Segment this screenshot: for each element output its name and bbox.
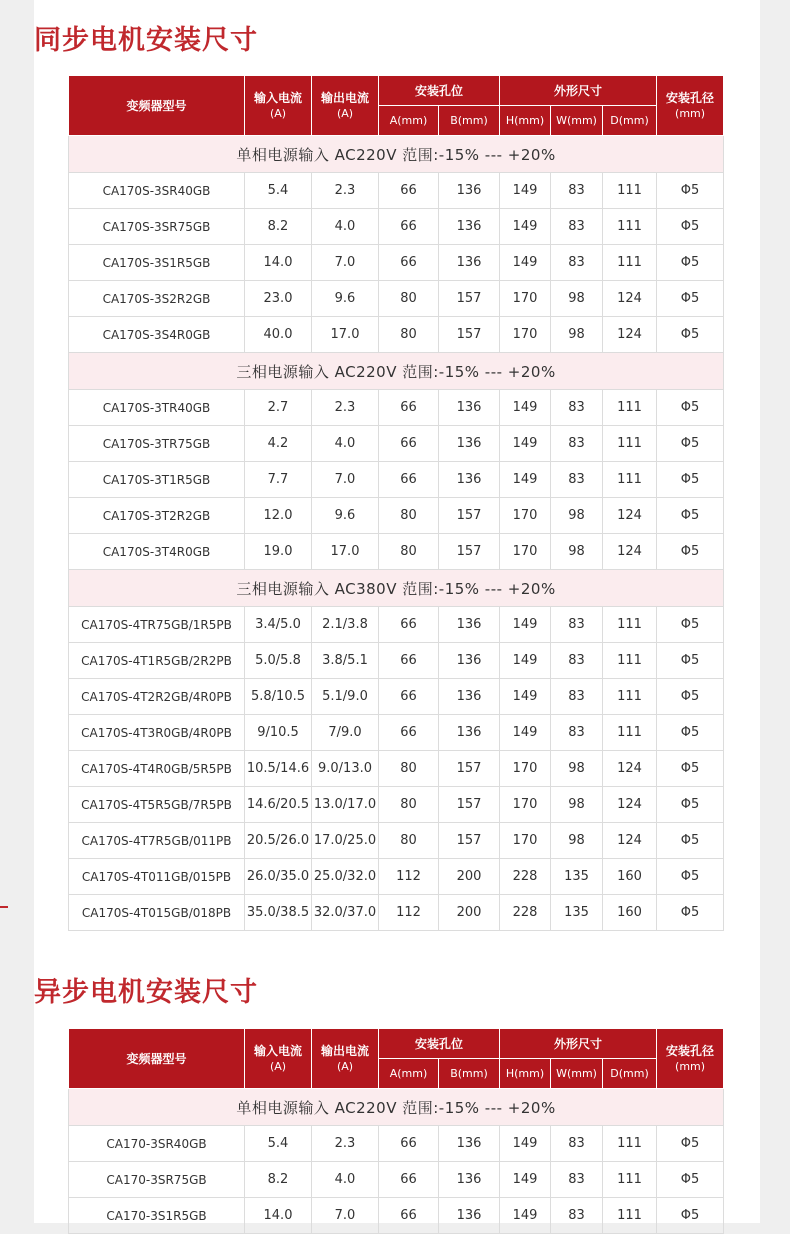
output-current-cell: 4.0	[312, 426, 379, 462]
group-header-row	[69, 1089, 724, 1126]
header-d-mm: D(mm)	[603, 1059, 657, 1089]
b-mm-cell: 136	[439, 1198, 500, 1234]
header-input-current	[245, 76, 312, 136]
d-mm-cell: 124	[603, 751, 657, 787]
header-input-current-label: 输入电流	[253, 90, 302, 105]
hole-diameter-cell: Φ5	[657, 787, 724, 823]
a-mm-cell: 66	[379, 607, 439, 643]
hole-diameter-cell: Φ5	[657, 498, 724, 534]
h-mm-cell: 149	[500, 679, 551, 715]
header-output-current-unit: (A)	[336, 106, 354, 120]
b-mm-cell: 136	[439, 426, 500, 462]
table-row	[69, 895, 724, 931]
hole-diameter-cell: Φ5	[657, 390, 724, 426]
b-mm-cell: 136	[439, 1126, 500, 1162]
input-current-cell: 12.0	[245, 498, 312, 534]
model-cell: CA170S-4T2R2GB/4R0PB	[69, 679, 245, 715]
hole-diameter-cell: Φ5	[657, 1198, 724, 1234]
w-mm-cell: 83	[551, 209, 603, 245]
input-current-cell: 19.0	[245, 534, 312, 570]
input-current-cell: 26.0/35.0	[245, 859, 312, 895]
model-cell: CA170S-3S1R5GB	[69, 245, 245, 281]
model-cell: CA170S-3S4R0GB	[69, 317, 245, 353]
model-cell: CA170S-4TR75GB/1R5PB	[69, 607, 245, 643]
d-mm-cell: 111	[603, 426, 657, 462]
w-mm-cell: 83	[551, 1162, 603, 1198]
group-header-row	[69, 136, 724, 173]
header-a-mm: A(mm)	[379, 106, 439, 136]
table-row	[69, 751, 724, 787]
header-hole-diameter-unit: (mm)	[675, 106, 706, 120]
a-mm-cell: 80	[379, 281, 439, 317]
table-row	[69, 317, 724, 353]
h-mm-cell: 149	[500, 390, 551, 426]
input-current-cell: 10.5/14.6	[245, 751, 312, 787]
output-current-cell: 17.0	[312, 534, 379, 570]
d-mm-cell: 111	[603, 1162, 657, 1198]
output-current-cell: 17.0	[312, 317, 379, 353]
a-mm-cell: 66	[379, 245, 439, 281]
input-current-cell: 14.6/20.5	[245, 787, 312, 823]
w-mm-cell: 98	[551, 317, 603, 353]
header-model: 变频器型号	[69, 1029, 245, 1089]
b-mm-cell: 200	[439, 895, 500, 931]
h-mm-cell: 170	[500, 281, 551, 317]
d-mm-cell: 124	[603, 534, 657, 570]
a-mm-cell: 80	[379, 787, 439, 823]
input-current-cell: 7.7	[245, 462, 312, 498]
d-mm-cell: 160	[603, 895, 657, 931]
model-cell: CA170S-4T7R5GB/011PB	[69, 823, 245, 859]
header-b-mm: B(mm)	[439, 1059, 500, 1089]
sync-spec-table	[68, 75, 724, 931]
w-mm-cell: 98	[551, 823, 603, 859]
w-mm-cell: 98	[551, 787, 603, 823]
async-section-title: 异步电机安装尺寸	[34, 977, 258, 1008]
w-mm-cell: 83	[551, 390, 603, 426]
model-cell: CA170S-3T4R0GB	[69, 534, 245, 570]
a-mm-cell: 112	[379, 895, 439, 931]
h-mm-cell: 170	[500, 498, 551, 534]
input-current-cell: 8.2	[245, 1162, 312, 1198]
header-w-mm: W(mm)	[551, 106, 603, 136]
a-mm-cell: 66	[379, 1126, 439, 1162]
header-mount-holes: 安装孔位	[379, 1029, 500, 1059]
w-mm-cell: 83	[551, 173, 603, 209]
hole-diameter-cell: Φ5	[657, 209, 724, 245]
a-mm-cell: 112	[379, 859, 439, 895]
header-outer-dims: 外形尺寸	[500, 1029, 657, 1059]
header-outer-dims: 外形尺寸	[500, 76, 657, 106]
w-mm-cell: 83	[551, 607, 603, 643]
input-current-cell: 14.0	[245, 1198, 312, 1234]
input-current-cell: 4.2	[245, 426, 312, 462]
input-current-cell: 20.5/26.0	[245, 823, 312, 859]
d-mm-cell: 111	[603, 679, 657, 715]
hole-diameter-cell: Φ5	[657, 679, 724, 715]
output-current-cell: 7.0	[312, 462, 379, 498]
a-mm-cell: 66	[379, 462, 439, 498]
group-header-row	[69, 570, 724, 607]
model-cell: CA170-3SR75GB	[69, 1162, 245, 1198]
b-mm-cell: 157	[439, 317, 500, 353]
a-mm-cell: 66	[379, 390, 439, 426]
h-mm-cell: 170	[500, 751, 551, 787]
input-current-cell: 5.4	[245, 173, 312, 209]
b-mm-cell: 136	[439, 643, 500, 679]
h-mm-cell: 149	[500, 245, 551, 281]
hole-diameter-cell: Φ5	[657, 462, 724, 498]
table-row	[69, 787, 724, 823]
output-current-cell: 4.0	[312, 1162, 379, 1198]
output-current-cell: 9.6	[312, 498, 379, 534]
b-mm-cell: 157	[439, 823, 500, 859]
table-row	[69, 1162, 724, 1198]
input-current-cell: 23.0	[245, 281, 312, 317]
b-mm-cell: 136	[439, 715, 500, 751]
header-b-mm: B(mm)	[439, 106, 500, 136]
table-row	[69, 426, 724, 462]
h-mm-cell: 170	[500, 823, 551, 859]
w-mm-cell: 83	[551, 462, 603, 498]
a-mm-cell: 66	[379, 209, 439, 245]
model-cell: CA170S-4T1R5GB/2R2PB	[69, 643, 245, 679]
output-current-cell: 7.0	[312, 1198, 379, 1234]
model-cell: CA170S-4T5R5GB/7R5PB	[69, 787, 245, 823]
b-mm-cell: 136	[439, 679, 500, 715]
table-row	[69, 281, 724, 317]
h-mm-cell: 149	[500, 1198, 551, 1234]
output-current-cell: 13.0/17.0	[312, 787, 379, 823]
output-current-cell: 5.1/9.0	[312, 679, 379, 715]
d-mm-cell: 124	[603, 823, 657, 859]
table-row	[69, 607, 724, 643]
hole-diameter-cell: Φ5	[657, 281, 724, 317]
table-row	[69, 462, 724, 498]
w-mm-cell: 135	[551, 859, 603, 895]
output-current-cell: 9.0/13.0	[312, 751, 379, 787]
model-cell: CA170S-3TR75GB	[69, 426, 245, 462]
a-mm-cell: 66	[379, 1198, 439, 1234]
input-current-cell: 3.4/5.0	[245, 607, 312, 643]
model-cell: CA170S-4T011GB/015PB	[69, 859, 245, 895]
header-w-mm: W(mm)	[551, 1059, 603, 1089]
output-current-cell: 2.1/3.8	[312, 607, 379, 643]
a-mm-cell: 80	[379, 751, 439, 787]
model-cell: CA170S-3SR40GB	[69, 173, 245, 209]
output-current-cell: 3.8/5.1	[312, 643, 379, 679]
model-cell: CA170S-3SR75GB	[69, 209, 245, 245]
d-mm-cell: 111	[603, 245, 657, 281]
b-mm-cell: 136	[439, 607, 500, 643]
header-output-current-unit: (A)	[336, 1059, 354, 1073]
model-cell: CA170-3SR40GB	[69, 1126, 245, 1162]
hole-diameter-cell: Φ5	[657, 245, 724, 281]
table-row	[69, 1198, 724, 1234]
h-mm-cell: 149	[500, 715, 551, 751]
group-label: 三相电源输入 AC380V 范围:-15% --- +20%	[69, 570, 724, 607]
b-mm-cell: 157	[439, 534, 500, 570]
output-current-cell: 9.6	[312, 281, 379, 317]
header-hole-diameter-label: 安装孔径	[666, 90, 715, 105]
d-mm-cell: 111	[603, 643, 657, 679]
a-mm-cell: 80	[379, 498, 439, 534]
d-mm-cell: 124	[603, 787, 657, 823]
hole-diameter-cell: Φ5	[657, 823, 724, 859]
input-current-cell: 40.0	[245, 317, 312, 353]
a-mm-cell: 80	[379, 317, 439, 353]
b-mm-cell: 136	[439, 209, 500, 245]
d-mm-cell: 111	[603, 173, 657, 209]
header-input-current-unit: (A)	[269, 1059, 287, 1073]
h-mm-cell: 149	[500, 1162, 551, 1198]
model-cell: CA170S-4T4R0GB/5R5PB	[69, 751, 245, 787]
sync-section-title: 同步电机安装尺寸	[34, 25, 258, 56]
group-label: 单相电源输入 AC220V 范围:-15% --- +20%	[69, 1089, 724, 1126]
b-mm-cell: 136	[439, 173, 500, 209]
hole-diameter-cell: Φ5	[657, 607, 724, 643]
header-h-mm: H(mm)	[500, 1059, 551, 1089]
w-mm-cell: 98	[551, 534, 603, 570]
model-cell: CA170S-4T3R0GB/4R0PB	[69, 715, 245, 751]
header-output-current	[312, 76, 379, 136]
h-mm-cell: 170	[500, 317, 551, 353]
async-table-body	[69, 1089, 724, 1234]
table-row	[69, 823, 724, 859]
header-output-current-label: 输出电流	[320, 1043, 369, 1058]
hole-diameter-cell: Φ5	[657, 1162, 724, 1198]
edge-marker	[0, 906, 8, 908]
w-mm-cell: 98	[551, 498, 603, 534]
w-mm-cell: 98	[551, 281, 603, 317]
table-row	[69, 209, 724, 245]
table-row	[69, 390, 724, 426]
async-spec-table	[68, 1028, 724, 1234]
input-current-cell: 14.0	[245, 245, 312, 281]
h-mm-cell: 170	[500, 534, 551, 570]
output-current-cell: 17.0/25.0	[312, 823, 379, 859]
b-mm-cell: 157	[439, 751, 500, 787]
table-row	[69, 498, 724, 534]
d-mm-cell: 111	[603, 1198, 657, 1234]
header-output-current	[312, 1029, 379, 1089]
input-current-cell: 5.8/10.5	[245, 679, 312, 715]
input-current-cell: 2.7	[245, 390, 312, 426]
hole-diameter-cell: Φ5	[657, 859, 724, 895]
b-mm-cell: 136	[439, 462, 500, 498]
a-mm-cell: 66	[379, 173, 439, 209]
w-mm-cell: 83	[551, 679, 603, 715]
input-current-cell: 5.0/5.8	[245, 643, 312, 679]
h-mm-cell: 149	[500, 173, 551, 209]
hole-diameter-cell: Φ5	[657, 317, 724, 353]
input-current-cell: 8.2	[245, 209, 312, 245]
output-current-cell: 25.0/32.0	[312, 859, 379, 895]
d-mm-cell: 124	[603, 317, 657, 353]
table-row	[69, 1126, 724, 1162]
d-mm-cell: 124	[603, 498, 657, 534]
input-current-cell: 9/10.5	[245, 715, 312, 751]
input-current-cell: 5.4	[245, 1126, 312, 1162]
a-mm-cell: 66	[379, 426, 439, 462]
w-mm-cell: 83	[551, 643, 603, 679]
table-row	[69, 534, 724, 570]
b-mm-cell: 136	[439, 390, 500, 426]
table-row	[69, 679, 724, 715]
h-mm-cell: 228	[500, 895, 551, 931]
table-row	[69, 245, 724, 281]
b-mm-cell: 200	[439, 859, 500, 895]
h-mm-cell: 149	[500, 462, 551, 498]
b-mm-cell: 157	[439, 787, 500, 823]
a-mm-cell: 80	[379, 823, 439, 859]
output-current-cell: 7.0	[312, 245, 379, 281]
hole-diameter-cell: Φ5	[657, 643, 724, 679]
header-a-mm: A(mm)	[379, 1059, 439, 1089]
w-mm-cell: 83	[551, 715, 603, 751]
output-current-cell: 7/9.0	[312, 715, 379, 751]
input-current-cell: 35.0/38.5	[245, 895, 312, 931]
model-cell: CA170S-3S2R2GB	[69, 281, 245, 317]
model-cell: CA170S-4T015GB/018PB	[69, 895, 245, 931]
w-mm-cell: 83	[551, 1198, 603, 1234]
h-mm-cell: 149	[500, 607, 551, 643]
hole-diameter-cell: Φ5	[657, 173, 724, 209]
output-current-cell: 2.3	[312, 173, 379, 209]
model-cell: CA170S-3TR40GB	[69, 390, 245, 426]
b-mm-cell: 157	[439, 498, 500, 534]
group-header-row	[69, 353, 724, 390]
header-model: 变频器型号	[69, 76, 245, 136]
a-mm-cell: 80	[379, 534, 439, 570]
header-hole-diameter-label: 安装孔径	[666, 1043, 715, 1058]
h-mm-cell: 228	[500, 859, 551, 895]
header-d-mm: D(mm)	[603, 106, 657, 136]
h-mm-cell: 170	[500, 787, 551, 823]
w-mm-cell: 83	[551, 245, 603, 281]
a-mm-cell: 66	[379, 679, 439, 715]
h-mm-cell: 149	[500, 1126, 551, 1162]
w-mm-cell: 135	[551, 895, 603, 931]
hole-diameter-cell: Φ5	[657, 1126, 724, 1162]
h-mm-cell: 149	[500, 209, 551, 245]
header-hole-diameter-unit: (mm)	[675, 1059, 706, 1073]
d-mm-cell: 124	[603, 281, 657, 317]
d-mm-cell: 111	[603, 715, 657, 751]
group-label: 三相电源输入 AC220V 范围:-15% --- +20%	[69, 353, 724, 390]
header-output-current-label: 输出电流	[320, 90, 369, 105]
model-cell: CA170-3S1R5GB	[69, 1198, 245, 1234]
header-h-mm: H(mm)	[500, 106, 551, 136]
h-mm-cell: 149	[500, 643, 551, 679]
header-hole-diameter	[657, 76, 724, 136]
output-current-cell: 32.0/37.0	[312, 895, 379, 931]
w-mm-cell: 83	[551, 1126, 603, 1162]
sync-table-body	[69, 136, 724, 931]
table-row	[69, 173, 724, 209]
d-mm-cell: 111	[603, 607, 657, 643]
model-cell: CA170S-3T2R2GB	[69, 498, 245, 534]
a-mm-cell: 66	[379, 643, 439, 679]
d-mm-cell: 111	[603, 1126, 657, 1162]
output-current-cell: 4.0	[312, 209, 379, 245]
h-mm-cell: 149	[500, 426, 551, 462]
header-input-current-label: 输入电流	[253, 1043, 302, 1058]
header-input-current	[245, 1029, 312, 1089]
a-mm-cell: 66	[379, 715, 439, 751]
table-row	[69, 643, 724, 679]
table-row	[69, 859, 724, 895]
header-input-current-unit: (A)	[269, 106, 287, 120]
output-current-cell: 2.3	[312, 1126, 379, 1162]
a-mm-cell: 66	[379, 1162, 439, 1198]
b-mm-cell: 136	[439, 1162, 500, 1198]
model-cell: CA170S-3T1R5GB	[69, 462, 245, 498]
hole-diameter-cell: Φ5	[657, 715, 724, 751]
group-label: 单相电源输入 AC220V 范围:-15% --- +20%	[69, 136, 724, 173]
w-mm-cell: 98	[551, 751, 603, 787]
hole-diameter-cell: Φ5	[657, 751, 724, 787]
hole-diameter-cell: Φ5	[657, 895, 724, 931]
header-hole-diameter	[657, 1029, 724, 1089]
w-mm-cell: 83	[551, 426, 603, 462]
d-mm-cell: 111	[603, 462, 657, 498]
b-mm-cell: 157	[439, 281, 500, 317]
b-mm-cell: 136	[439, 245, 500, 281]
d-mm-cell: 160	[603, 859, 657, 895]
hole-diameter-cell: Φ5	[657, 534, 724, 570]
output-current-cell: 2.3	[312, 390, 379, 426]
table-row	[69, 715, 724, 751]
hole-diameter-cell: Φ5	[657, 426, 724, 462]
header-mount-holes: 安装孔位	[379, 76, 500, 106]
d-mm-cell: 111	[603, 209, 657, 245]
d-mm-cell: 111	[603, 390, 657, 426]
